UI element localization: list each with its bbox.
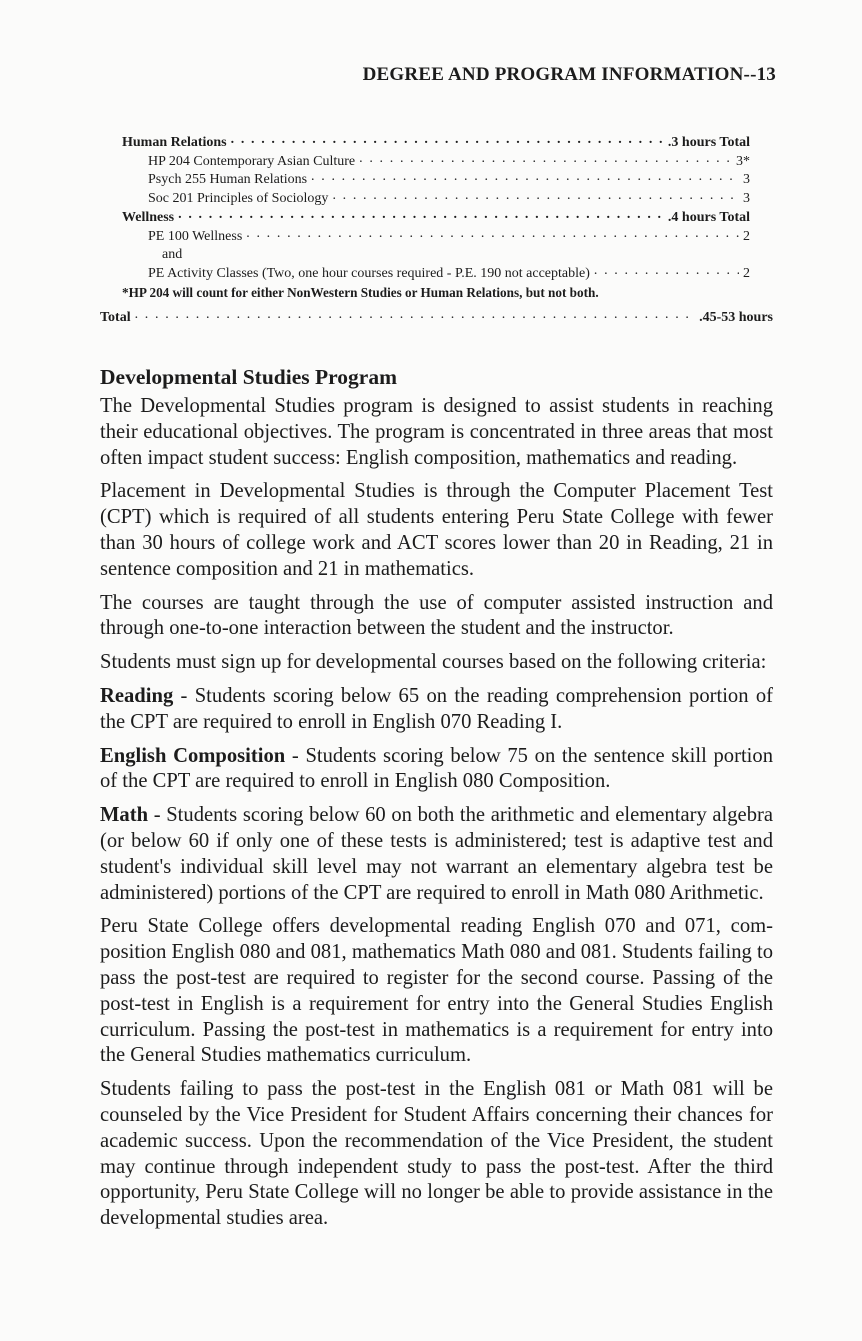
- dot-leader: [246, 228, 739, 240]
- paragraph-intro: The Developmental Studies program is designed to assist students in reaching their educational objectives. The program is concentrated in three areas that most often impact student success: English composition, mathematics and reading.: [100, 395, 773, 469]
- course-hours: 3: [743, 172, 750, 188]
- requirement-label: Human Relations: [122, 135, 227, 150]
- course-row: [122, 153, 750, 172]
- course-hours: 3: [743, 191, 750, 207]
- course-label: PE 100 Wellness: [148, 228, 243, 244]
- requirements-table: [122, 134, 750, 302]
- dot-leader: [359, 153, 732, 165]
- dot-leader: [178, 209, 664, 221]
- and-connector: [122, 246, 750, 265]
- course-hours: 3*: [736, 153, 750, 169]
- section-body: [100, 394, 773, 1240]
- requirement-value: .4 hours Total: [667, 209, 750, 225]
- course-hours: 2: [743, 265, 750, 281]
- total-row: [100, 309, 773, 326]
- dot-leader: [231, 134, 664, 146]
- reading-text: - Students scoring below 65 on the reading comprehension portion of the CPT are required to enroll in English 070 Reading I.: [100, 684, 773, 733]
- math-label: Math: [100, 804, 149, 827]
- course-label: Soc 201 Principles of Sociology: [148, 191, 329, 207]
- english-label: English Composition: [100, 744, 286, 767]
- dot-leader: [594, 265, 739, 277]
- dot-leader: [135, 309, 695, 321]
- math-text: - Students scoring below 60 on both the arithmetic and elementary algebra (or below 60 if only one of these tests is administered; test is adaptive test and student's individual skill level may not warrant an elementary algebra test be administered) portions of the CPT are required to enroll in Math 080 Arithmetic.: [100, 804, 773, 904]
- course-row: [122, 171, 750, 190]
- section-heading: Developmental Studies Program: [100, 365, 397, 389]
- course-label: Psych 255 Human Relations: [148, 172, 308, 188]
- paragraph-english: [100, 744, 773, 796]
- requirement-row-human-relations: [122, 134, 750, 153]
- paragraph-counseling: Students failing to pass the post-test in the English 081 or Math 081 will be counseled by the Vice President for Student Affairs concerning their chances for academic success. Upon the recommendation of the Vice President, the student may continue through independent study to pass the post-test. After the third opportunity, Peru State College will no longer be able to provide assistance in the developmental studies area.: [100, 1078, 773, 1230]
- reading-label: Reading: [100, 684, 174, 707]
- course-row: [122, 265, 750, 284]
- footnote: [122, 284, 750, 303]
- course-hours: 2: [743, 228, 750, 244]
- total-value: .45-53 hours: [699, 310, 773, 325]
- course-row: [122, 228, 750, 247]
- total-label: Total: [100, 310, 131, 325]
- course-row: [122, 190, 750, 209]
- paragraph-reading: [100, 684, 773, 736]
- paragraph-criteria: Students must sign up for developmental courses based on the following criteria:: [100, 651, 767, 674]
- running-head: DEGREE AND PROGRAM INFORMATION--13: [362, 64, 776, 85]
- requirement-label: Wellness: [122, 209, 175, 225]
- requirement-value: .3 hours Total: [667, 135, 750, 150]
- paragraph-courses: The courses are taught through the use of computer assisted instruction and through one-to-one interaction between the student and the instructor.: [100, 591, 773, 640]
- dot-leader: [311, 171, 739, 183]
- dot-leader: [332, 190, 739, 202]
- english-text: - Students scoring below 75 on the sentence skill portion of the CPT are required to enroll in English 080 Composition.: [100, 744, 773, 793]
- paragraph-placement: Placement in Developmental Studies is through the Computer Placement Test (CPT) which is required of all students entering Peru State College with fewer than 30 hours of college work and ACT scores lower than 20 in Reading, 21 in sentence composition and 21 in mathematics.: [100, 480, 773, 580]
- footnote-text: *HP 204 will count for either NonWestern Studies or Human Relations, but not both.: [122, 284, 599, 300]
- requirement-row-wellness: [122, 209, 750, 228]
- paragraph-math: [100, 803, 773, 906]
- course-label: PE Activity Classes (Two, one hour courses required - P.E. 190 not acceptable): [148, 265, 590, 281]
- course-label: HP 204 Contemporary Asian Culture: [148, 153, 356, 169]
- and-text: and: [162, 247, 183, 263]
- paragraph-offerings: Peru State College offers developmental reading English 070 and 071, composition English 080 and 081, mathematics Math 080 and 081. Students failing to pass the post-test are required to register for the second course. Passing of the post-test in English is a requirement for entry into the General Studies English curriculum. Passing the post-test in mathematics is a requirement for entry into the General Studies mathematics curriculum.: [100, 915, 773, 1067]
